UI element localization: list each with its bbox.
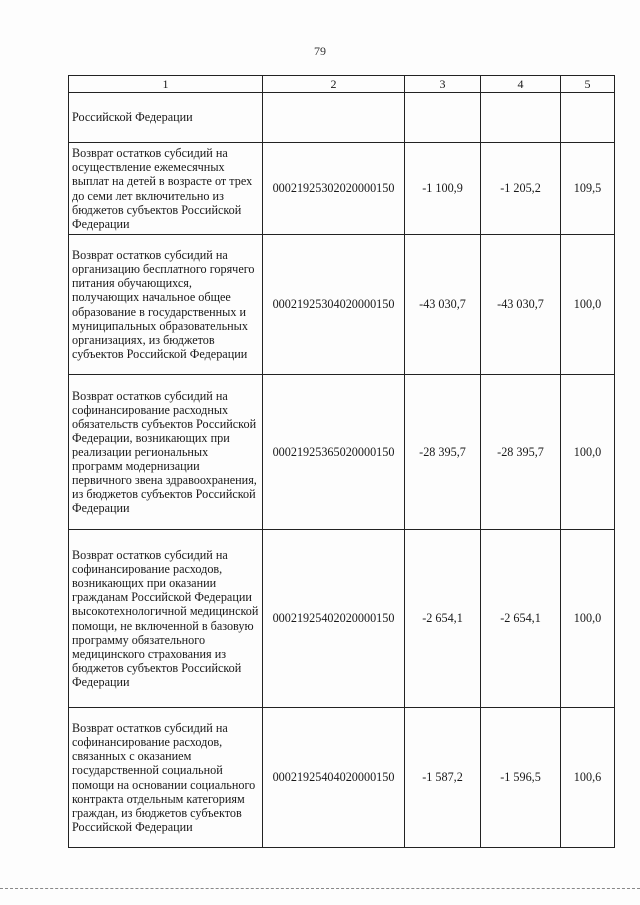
row-col4: -2 654,1	[481, 530, 561, 708]
row-name: Возврат остатков субсидий на организацию бесплатного горячего питания обучающихся, получающих начальное общее образование в государственных и муниципальных образовательных организациях, из бюджетов субъектов Российской Федерации	[69, 235, 263, 375]
row-name: Российской Федерации	[69, 93, 263, 143]
table-row	[69, 708, 615, 848]
row-col3	[405, 93, 481, 143]
row-col4: -1 205,2	[481, 143, 561, 235]
row-code: 00021925404020000150	[263, 708, 405, 848]
row-col3: -2 654,1	[405, 530, 481, 708]
row-col5: 100,0	[561, 530, 615, 708]
row-name: Возврат остатков субсидий на софинансирование расходов, связанных с оказанием государственной социальной помощи на основании социального контракта отдельным категориям граждан, из бюджетов субъектов Российской Федерации	[69, 708, 263, 848]
table-row	[69, 93, 615, 143]
row-code: 00021925365020000150	[263, 375, 405, 530]
row-col3: -1 587,2	[405, 708, 481, 848]
row-col5: 100,6	[561, 708, 615, 848]
row-col5	[561, 93, 615, 143]
table-row	[69, 143, 615, 235]
table-row	[69, 375, 615, 530]
row-col3: -28 395,7	[405, 375, 481, 530]
row-code: 00021925302020000150	[263, 143, 405, 235]
row-col4: -1 596,5	[481, 708, 561, 848]
row-code: 00021925402020000150	[263, 530, 405, 708]
table-row	[69, 530, 615, 708]
row-col5: 109,5	[561, 143, 615, 235]
row-col4	[481, 93, 561, 143]
row-name: Возврат остатков субсидий на софинансирование расходных обязательств субъектов Российской Федерации, возникающих при реализации региональных программ модернизации первичного звена здравоохранения, из бюджетов субъектов Российской Федерации	[69, 375, 263, 530]
page-number: 79	[314, 44, 326, 58]
row-name: Возврат остатков субсидий на осуществление ежемесячных выплат на детей в возрасте от трех до семи лет включительно из бюджетов субъектов Российской Федерации	[69, 143, 263, 235]
header-col-1: 1	[69, 76, 263, 93]
row-name: Возврат остатков субсидий на софинансирование расходов, возникающих при оказании гражданам Российской Федерации высокотехнологичной медицинской помощи, не включенной в базовую программу обязательного медицинского страхования из бюджетов субъектов Российской Федерации	[69, 530, 263, 708]
header-col-3: 3	[405, 76, 481, 93]
row-col5: 100,0	[561, 235, 615, 375]
header-col-4: 4	[481, 76, 561, 93]
row-col3: -1 100,9	[405, 143, 481, 235]
row-code	[263, 93, 405, 143]
row-col4: -43 030,7	[481, 235, 561, 375]
row-col4: -28 395,7	[481, 375, 561, 530]
bottom-scan-line	[0, 888, 640, 889]
header-col-2: 2	[263, 76, 405, 93]
row-col3: -43 030,7	[405, 235, 481, 375]
row-col5: 100,0	[561, 375, 615, 530]
table-row	[69, 235, 615, 375]
header-row	[69, 76, 615, 93]
header-col-5: 5	[561, 76, 615, 93]
budget-table	[68, 75, 615, 848]
row-code: 00021925304020000150	[263, 235, 405, 375]
